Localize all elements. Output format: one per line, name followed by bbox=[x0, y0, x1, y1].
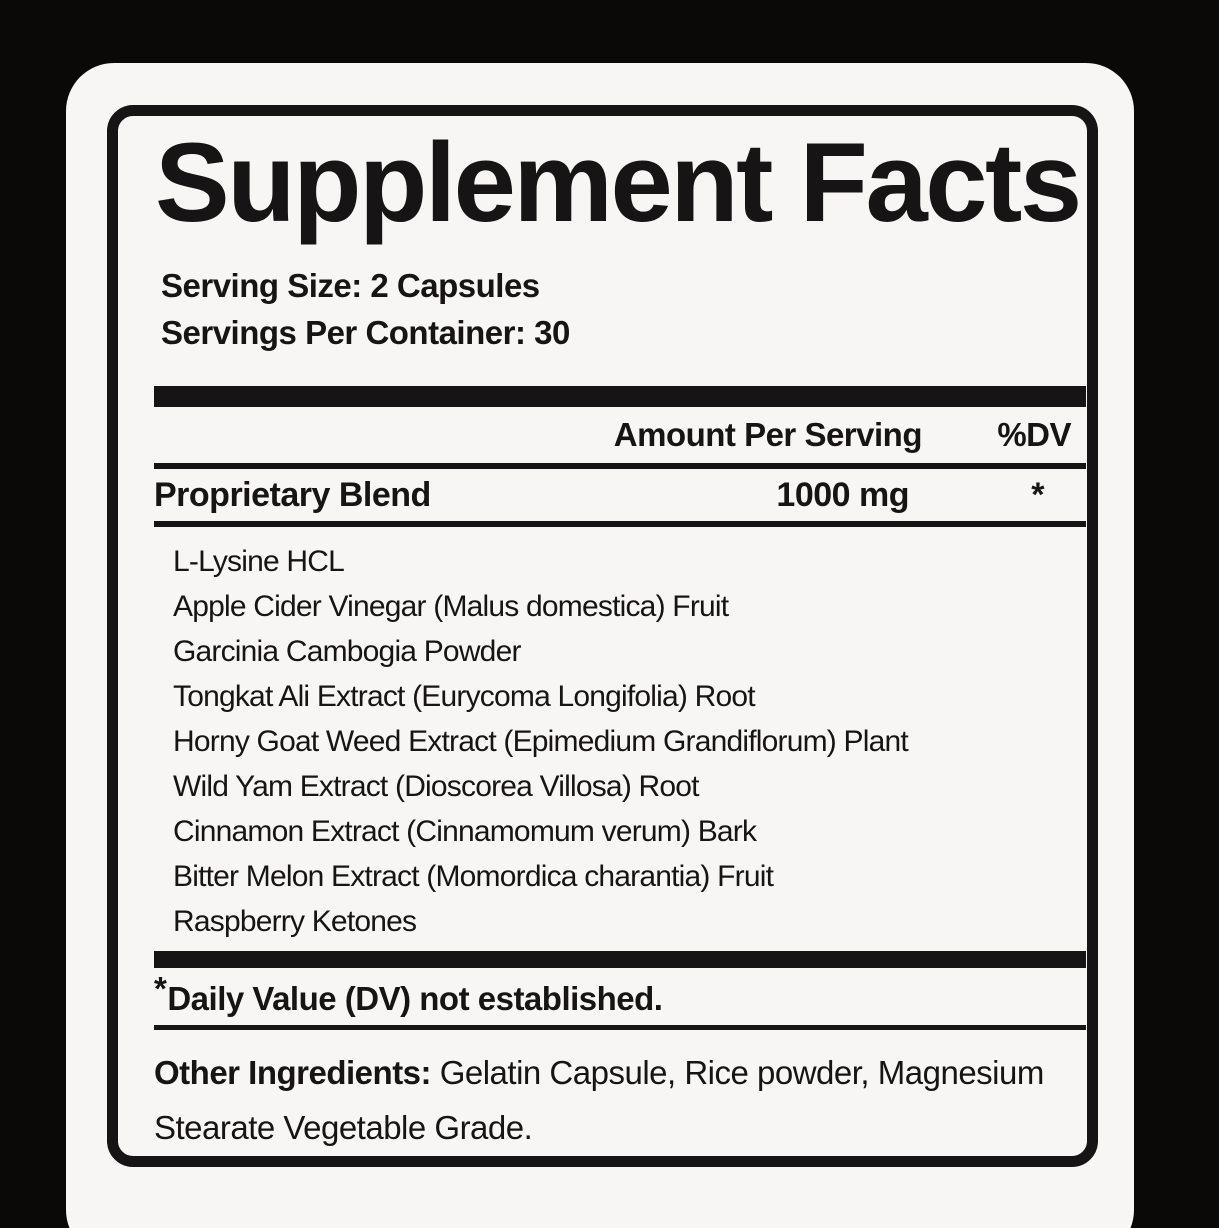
percent-dv-header: %DV bbox=[997, 416, 1071, 454]
blend-dv-asterisk: * bbox=[1031, 476, 1044, 515]
blend-amount: 1000 mg bbox=[776, 476, 909, 515]
ingredient-item: Apple Cider Vinegar (Malus domestica) Fruit bbox=[173, 590, 729, 624]
blend-name: Proprietary Blend bbox=[154, 476, 431, 515]
ingredient-list bbox=[173, 539, 1086, 944]
supplement-facts-title: Supplement Facts bbox=[155, 120, 1080, 245]
other-ingredients bbox=[154, 1045, 1086, 1155]
daily-value-footnote bbox=[154, 970, 1086, 1025]
column-header-row bbox=[154, 407, 1086, 463]
ingredient-item: L-Lysine HCL bbox=[173, 545, 345, 579]
ingredient-item: Horny Goat Weed Extract (Epimedium Grandiflorum) Plant bbox=[173, 725, 908, 759]
ingredient-item: Tongkat Ali Extract (Eurycoma Longifolia) Root bbox=[173, 680, 755, 714]
amount-per-serving-header: Amount Per Serving bbox=[613, 416, 922, 454]
footnote-asterisk: * bbox=[154, 970, 167, 1008]
proprietary-blend-row bbox=[154, 469, 1086, 521]
thick-divider-top bbox=[154, 386, 1086, 407]
ingredient-item: Bitter Melon Extract (Momordica charantia) Fruit bbox=[173, 860, 774, 894]
footnote-text: Daily Value (DV) not established. bbox=[167, 980, 663, 1018]
thick-divider-middle bbox=[154, 951, 1086, 968]
footnote-rule bbox=[154, 1025, 1086, 1030]
other-ingredients-label: Other Ingredients: bbox=[154, 1054, 432, 1092]
ingredient-item: Wild Yam Extract (Dioscorea Villosa) Root bbox=[173, 770, 699, 804]
facts-content bbox=[129, 116, 1098, 1156]
serving-info bbox=[161, 262, 1086, 356]
supplement-label bbox=[66, 63, 1134, 1228]
blend-rule bbox=[154, 521, 1086, 527]
supplement-facts-box bbox=[107, 105, 1098, 1167]
ingredient-item: Cinnamon Extract (Cinnamomum verum) Bark bbox=[173, 815, 757, 849]
servings-per-container: Servings Per Container: 30 bbox=[161, 314, 570, 352]
ingredient-item: Raspberry Ketones bbox=[173, 905, 417, 939]
ingredient-item: Garcinia Cambogia Powder bbox=[173, 635, 521, 669]
other-ingredients-text: Gelatin Capsule, Rice powder, Magnesium Stearate Vegetable Grade. bbox=[154, 1054, 1044, 1147]
serving-size: Serving Size: 2 Capsules bbox=[161, 267, 540, 305]
